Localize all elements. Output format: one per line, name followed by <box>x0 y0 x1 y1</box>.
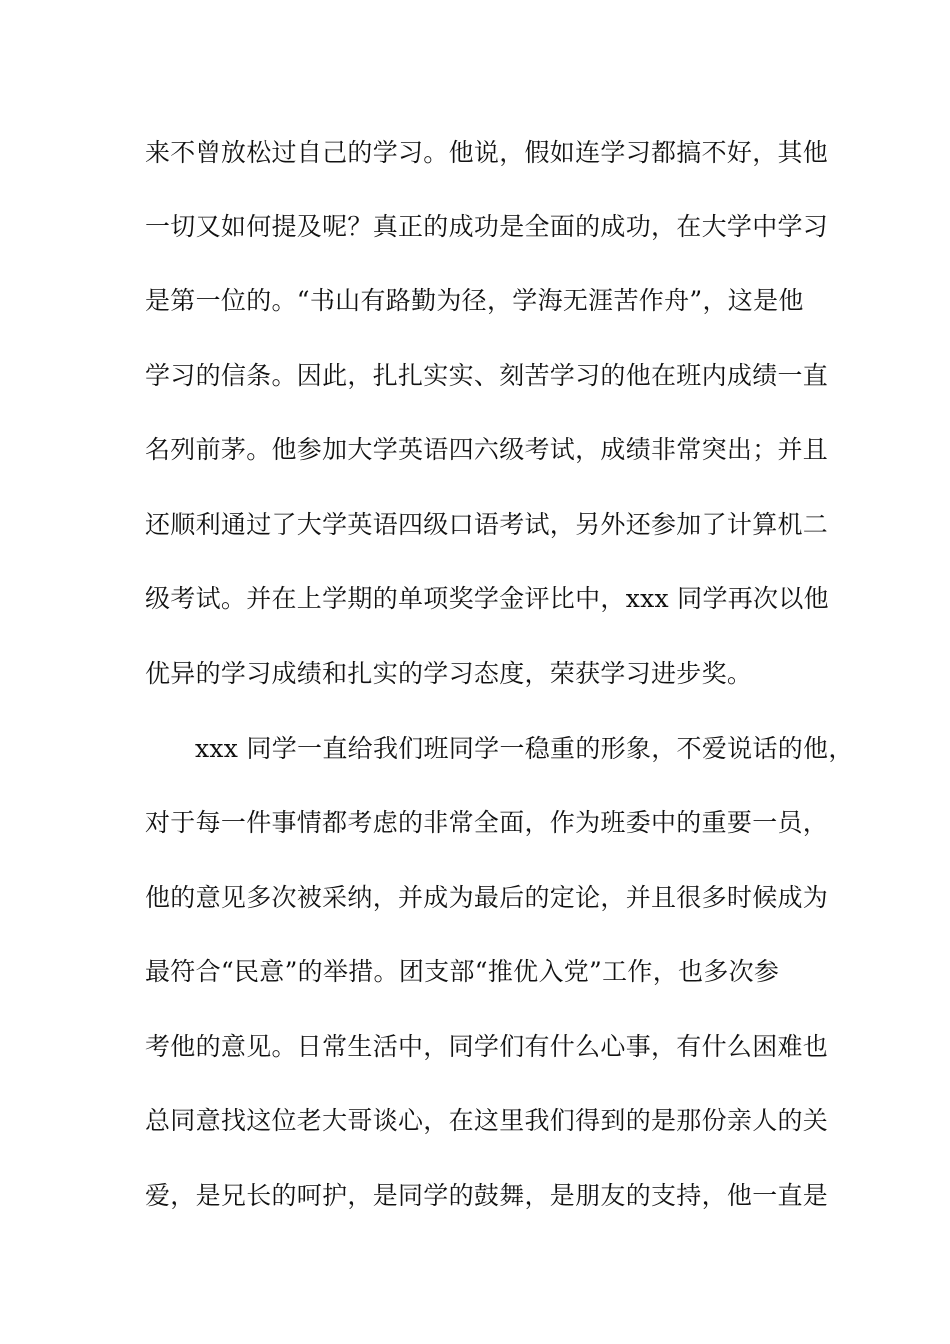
text-line: 来不曾放松过自己的学习。他说，假如连学习都搞不好，其他 <box>145 138 829 167</box>
text-line: 考他的意见。日常生活中，同学们有什么心事，有什么困难也 <box>145 1032 829 1061</box>
text-line: 名列前茅。他参加大学英语四六级考试，成绩非常突出；并且 <box>145 435 829 464</box>
text-line: 一切又如何提及呢？真正的成功是全面的成功，在大学中学习 <box>145 212 829 241</box>
text-line: 学习的信条。因此，扎扎实实、刻苦学习的他在班内成绩一直 <box>145 361 829 390</box>
text-line: 对于每一件事情都考虑的非常全面，作为班委中的重要一员， <box>145 808 829 837</box>
text-line: 是第一位的。“书山有路勤为径，学海无涯苦作舟”，这是他 <box>145 286 804 315</box>
paragraph-first-line: xxx 同学一直给我们班同学一稳重的形象，不爱说话的他， <box>195 734 854 763</box>
text-line: 优异的学习成绩和扎实的学习态度，荣获学习进步奖。 <box>145 659 753 688</box>
text-line: 总同意找这位老大哥谈心，在这里我们得到的是那份亲人的关 <box>145 1106 829 1135</box>
text-line: 级考试。并在上学期的单项奖学金评比中，xxx 同学再次以他 <box>145 584 829 613</box>
text-line: 爱，是兄长的呵护，是同学的鼓舞，是朋友的支持，他一直是 <box>145 1181 829 1210</box>
text-line: 还顺利通过了大学英语四级口语考试，另外还参加了计算机二 <box>145 510 829 539</box>
text-line: 他的意见多次被采纳，并成为最后的定论，并且很多时候成为 <box>145 883 829 912</box>
text-line: 最符合“民意”的举措。团支部“推优入党”工作，也多次参 <box>145 957 780 986</box>
